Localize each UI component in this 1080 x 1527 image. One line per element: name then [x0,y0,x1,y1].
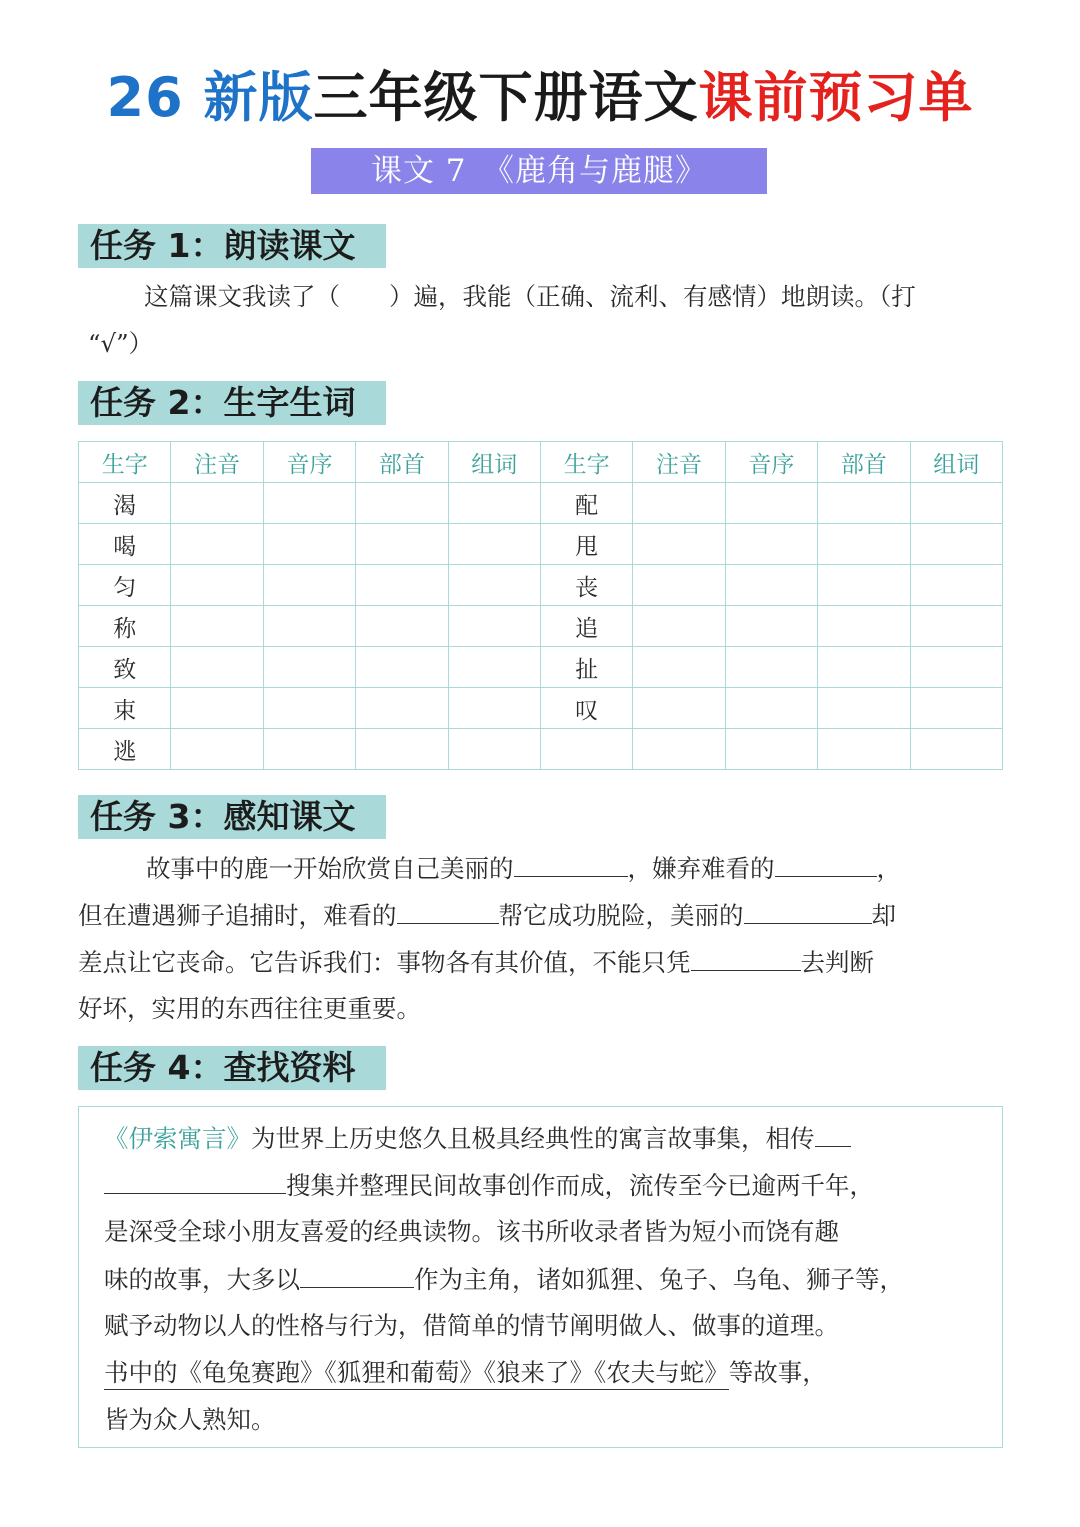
table-row [79,729,1003,770]
task4-line4 [104,1255,904,1302]
answer-cell[interactable] [633,647,725,688]
char-cell: 称 [79,606,171,647]
answer-cell[interactable] [171,565,263,606]
answer-cell[interactable] [725,483,817,524]
task4-text-6c: 等故事， [728,1358,827,1387]
task3-text-3b: 去判断 [800,948,874,977]
task1-heading: 任务 1：朗读课文 [78,224,386,268]
answer-cell[interactable] [263,688,355,729]
table-header: 注音 [171,442,263,483]
answer-cell[interactable] [725,565,817,606]
answer-cell[interactable] [818,524,910,565]
answer-cell[interactable] [356,729,448,770]
char-cell: 匀 [79,565,171,606]
answer-cell[interactable] [910,483,1002,524]
answer-cell[interactable] [448,647,540,688]
title-part-red: 课前预习单 [698,66,974,129]
title-part-black: 三年级下册语文 [313,66,699,129]
answer-cell[interactable] [633,606,725,647]
table-header: 音序 [725,442,817,483]
task3-text-2c: 却 [871,901,896,930]
answer-cell[interactable] [356,606,448,647]
task4-text-2: 搜集并整理民间故事创作而成，流传至今已逾两千年， [286,1171,874,1200]
answer-cell[interactable] [633,729,725,770]
table-row [79,565,1003,606]
task3-text-1c: ， [876,854,901,883]
task4-text-6a: 书中的 [104,1358,178,1390]
table-row [79,524,1003,565]
answer-cell[interactable] [263,606,355,647]
table-header: 组词 [910,442,1002,483]
char-cell: 追 [540,606,632,647]
task3-text [78,844,1003,1032]
task4-line5: 赋予动物以人的性格与行为，借简单的情节阐明做人、做事的道理。 [104,1311,839,1340]
task1-text [88,273,916,367]
answer-cell[interactable] [171,524,263,565]
task4-line7: 皆为众人熟知。 [104,1405,276,1434]
answer-blank[interactable] [691,938,801,971]
task3-text-1b: ，嫌弃难看的 [627,854,775,883]
answer-cell[interactable] [448,483,540,524]
answer-blank[interactable] [744,891,872,924]
table-header: 部首 [818,442,910,483]
answer-cell[interactable] [448,606,540,647]
task3-line1 [78,844,1003,891]
task3-line2 [78,891,1003,938]
answer-cell[interactable] [356,524,448,565]
table-row [79,647,1003,688]
table-header: 生字 [79,442,171,483]
answer-cell[interactable] [171,729,263,770]
char-cell: 配 [540,483,632,524]
answer-cell[interactable] [725,606,817,647]
char-cell: 甩 [540,524,632,565]
answer-cell[interactable] [818,565,910,606]
table-row [79,688,1003,729]
task1-line1: 这篇课文我读了（ ）遍，我能（正确、流利、有感情）地朗读。（打 [144,282,916,311]
answer-cell[interactable] [448,565,540,606]
answer-blank[interactable] [775,844,877,877]
task3-text-1a: 故事中的鹿一开始欣赏自己美丽的 [146,854,514,883]
answer-cell[interactable] [356,483,448,524]
answer-cell[interactable] [725,647,817,688]
answer-cell[interactable] [171,688,263,729]
task4-text-1: 为世界上历史悠久且极具经典性的寓言故事集，相传 [251,1124,815,1153]
char-cell [540,729,632,770]
task4-line1 [104,1114,904,1161]
answer-cell[interactable] [725,688,817,729]
answer-cell[interactable] [910,729,1002,770]
char-cell: 逃 [79,729,171,770]
char-cell: 扯 [540,647,632,688]
task3-text-2b: 帮它成功脱险，美丽的 [498,901,744,930]
table-header: 音序 [263,442,355,483]
table-header: 生字 [540,442,632,483]
task3-text-3a: 差点让它丧命。它告诉我们：事物各有其价值，不能只凭 [78,948,691,977]
task4-line2 [104,1161,904,1208]
answer-cell[interactable] [633,483,725,524]
lesson-subtitle: 课文 7 《鹿角与鹿腿》 [311,148,767,194]
task4-text [104,1114,904,1443]
char-cell: 渴 [79,483,171,524]
answer-blank[interactable] [815,1114,851,1147]
answer-blank[interactable] [514,844,628,877]
task4-heading: 任务 4：查找资料 [78,1046,386,1090]
answer-cell[interactable] [818,647,910,688]
task4-text-4a: 味的故事，大多以 [104,1265,300,1294]
answer-cell[interactable] [725,524,817,565]
answer-cell[interactable] [448,729,540,770]
answer-cell[interactable] [910,606,1002,647]
task3-heading: 任务 3：感知课文 [78,795,386,839]
answer-cell[interactable] [171,483,263,524]
answer-cell[interactable] [263,483,355,524]
answer-cell[interactable] [818,483,910,524]
char-cell: 丧 [540,565,632,606]
answer-cell[interactable] [910,524,1002,565]
answer-cell[interactable] [263,647,355,688]
task3-line3 [78,938,1003,985]
answer-cell[interactable] [910,688,1002,729]
table-header: 部首 [356,442,448,483]
char-cell: 束 [79,688,171,729]
table-header: 注音 [633,442,725,483]
answer-cell[interactable] [818,729,910,770]
answer-cell[interactable] [910,647,1002,688]
answer-blank[interactable] [104,1161,286,1194]
answer-cell[interactable] [171,647,263,688]
task3-text-2a: 但在遭遇狮子追捕时，难看的 [78,901,397,930]
table-header-row [79,442,1003,483]
answer-cell[interactable] [171,606,263,647]
answer-cell[interactable] [263,729,355,770]
story-list: 《龟兔赛跑》《狐狸和葡萄》《狼来了》《农夫与蛇》 [178,1358,729,1390]
answer-cell[interactable] [356,688,448,729]
table-row [79,483,1003,524]
answer-cell[interactable] [633,565,725,606]
task1-line2: “√”） [88,329,154,358]
answer-cell[interactable] [448,688,540,729]
book-title: 《伊索寓言》 [104,1124,251,1153]
answer-cell[interactable] [356,647,448,688]
char-cell: 致 [79,647,171,688]
answer-cell[interactable] [263,565,355,606]
answer-cell[interactable] [356,565,448,606]
answer-blank[interactable] [397,891,499,924]
page-title [0,62,1080,134]
answer-cell[interactable] [818,606,910,647]
answer-blank[interactable] [300,1255,414,1288]
task3-line4: 好坏，实用的东西往往更重要。 [78,994,421,1023]
answer-cell[interactable] [448,524,540,565]
task4-text-4b: 作为主角，诸如狐狸、兔子、乌龟、狮子等， [414,1265,904,1294]
table-row [79,606,1003,647]
task2-heading: 任务 2：生字生词 [78,381,386,425]
table-header: 组词 [448,442,540,483]
answer-cell[interactable] [725,729,817,770]
task4-line6 [104,1349,904,1396]
task4-line3: 是深受全球小朋友喜爱的经典读物。该书所收录者皆为短小而饶有趣 [104,1217,839,1246]
answer-cell[interactable] [910,565,1002,606]
answer-cell[interactable] [633,524,725,565]
answer-cell[interactable] [818,688,910,729]
title-part-blue: 26 新版 [106,66,314,129]
characters-table [78,441,1003,770]
char-cell: 喝 [79,524,171,565]
answer-cell[interactable] [633,688,725,729]
answer-cell[interactable] [263,524,355,565]
char-cell: 叹 [540,688,632,729]
